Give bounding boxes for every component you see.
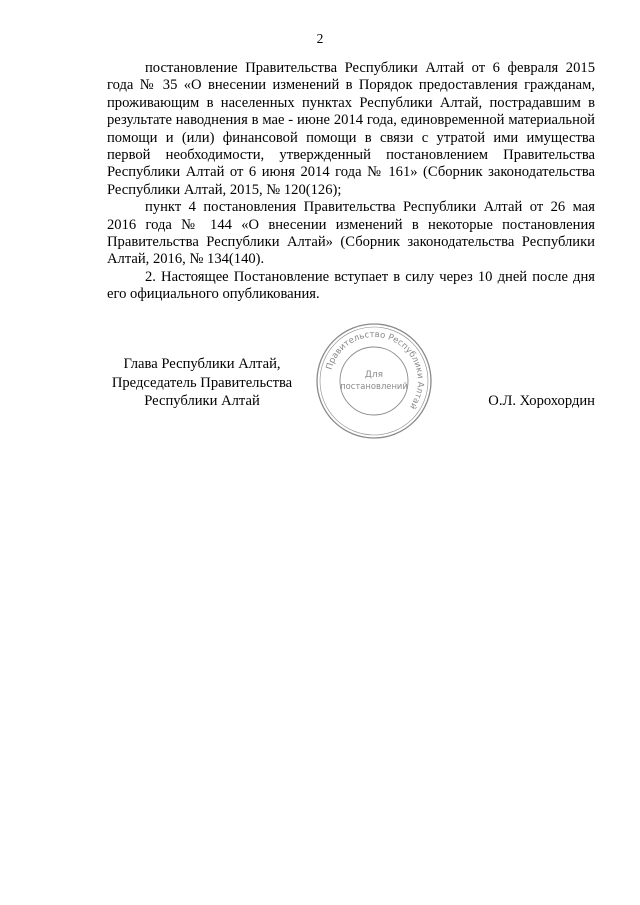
seal-graphic [315, 322, 433, 440]
signatory-title-line: Председатель Правительства [111, 374, 293, 391]
paragraph-effective-date: 2. Настоящее Постановление вступает в силу через 10 дней после дня его официального опубликования. [107, 268, 595, 303]
signatory-title-line: Глава Республики Алтай, [123, 356, 281, 372]
seal-center-line-1: Для [364, 370, 384, 380]
seal-ring-text-path: Правительство Республики Алтай [324, 329, 426, 411]
official-seal [315, 322, 433, 440]
paragraph-repealed-act-2: пункт 4 постановления Правительства Республики Алтай от 26 мая 2016 года № 144 «О внесении изменений в некоторые постановления Правительства Республики Алтай» (Сборник законодательства Республики Алтай, 2016, № 134(140). [107, 199, 595, 268]
signatory-title [107, 355, 297, 411]
document-body [107, 60, 595, 304]
signatory-name: О.Л. Хорохордин [488, 393, 595, 409]
paragraph-repealed-act-1: постановление Правительства Республики Алтай от 6 февраля 2015 года № 35 «О внесении изменений в Порядок предоставления гражданам, проживающим в населенных пунктах Республики Алтай, пострадавшим в результате наводнения в мае - июне 2014 года, единовременной материальной помощи и (или) финансовой помощи в связи с утратой ими имущества первой необходимости, утвержденный постановлением Правительства Республики Алтай от 6 июня 2014 года № 161» (Сборник законодательства Республики Алтай, 2015, № 120(126); [107, 60, 595, 198]
seal-center-line-2: постановлений [340, 381, 408, 391]
signatory-title-line: Республики Алтай [144, 393, 260, 410]
page-number: 2 [316, 31, 324, 46]
